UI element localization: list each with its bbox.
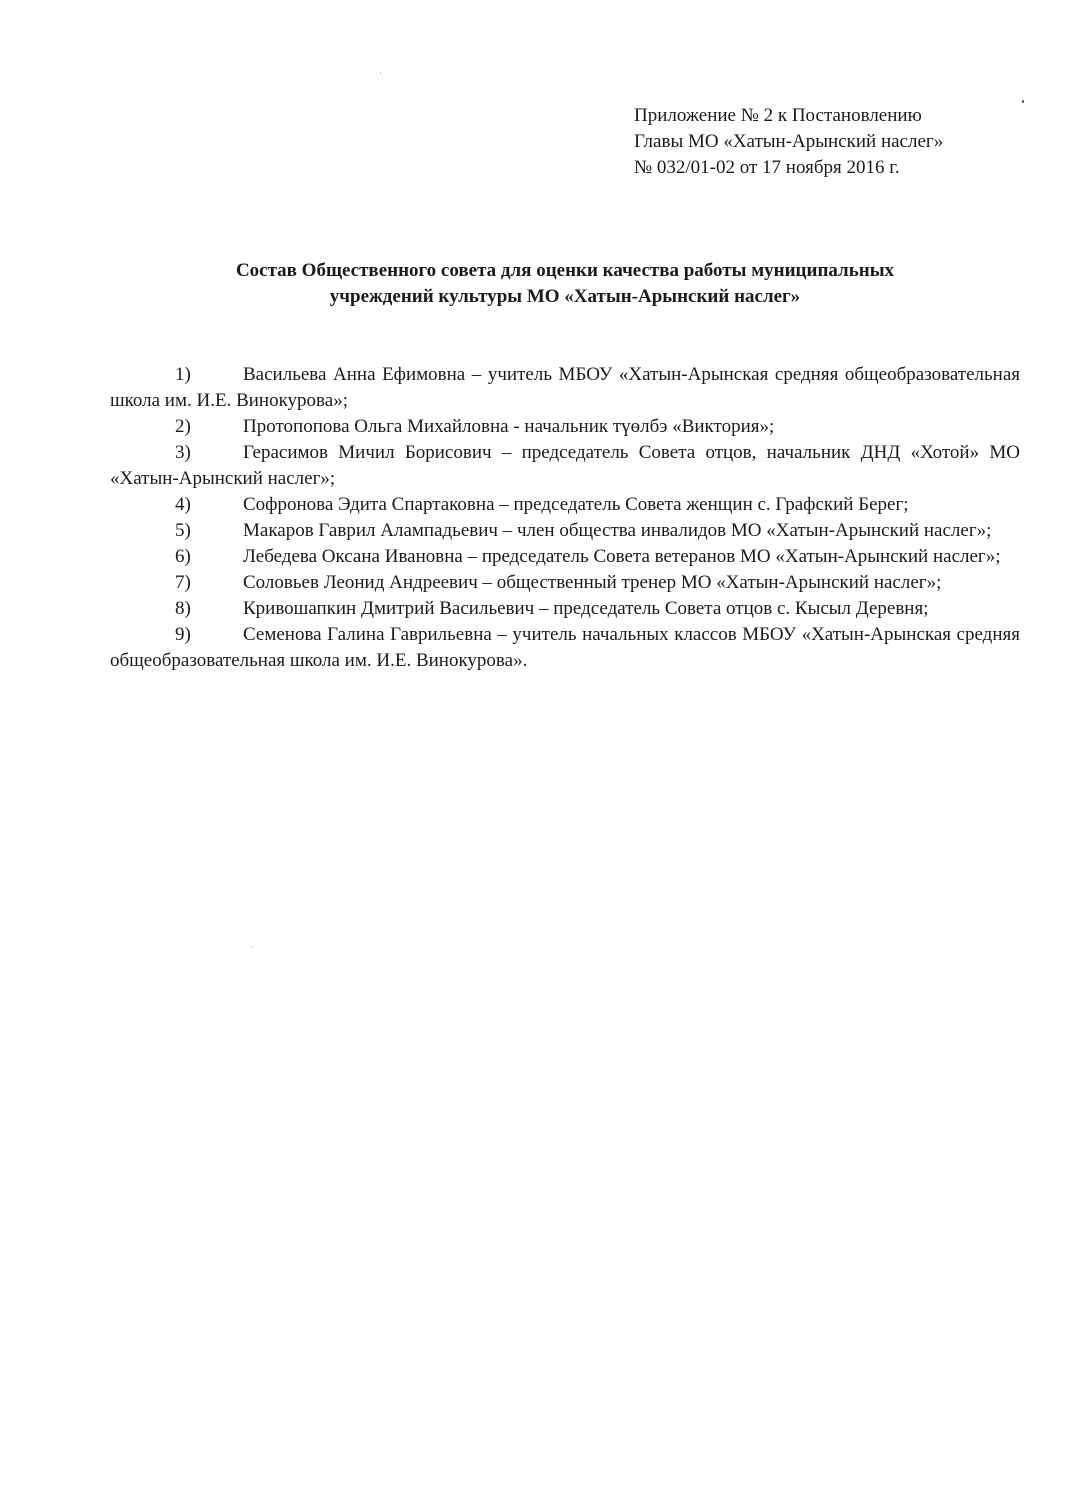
- list-item: [110, 570, 1020, 596]
- appendix-line-2: Главы МО «Хатын-Арынский наслег»: [634, 131, 944, 152]
- item-number: 4): [175, 494, 191, 515]
- document-title: [110, 258, 1020, 310]
- item-text: Семенова Галина Гаврильевна – учитель начальных классов МБОУ «Хатын-Арынская средняя общеобразовательная школа им. И.Е. Винокурова».: [110, 624, 1020, 671]
- item-number: 6): [175, 546, 191, 567]
- item-text: Протопопова Ольга Михайловна - начальник түөлбэ «Виктория»;: [243, 416, 775, 437]
- item-number: 7): [175, 572, 191, 593]
- item-number: 5): [175, 520, 191, 541]
- list-item: [110, 596, 1020, 622]
- list-item: [110, 362, 1020, 414]
- title-line-1: Состав Общественного совета для оценки качества работы муниципальных: [235, 260, 895, 281]
- scan-speck: [1022, 100, 1024, 103]
- item-text: Васильева Анна Ефимовна – учитель МБОУ «Хатын-Арынская средняя общеобразовательная школа им. И.Е. Винокурова»;: [110, 364, 1020, 411]
- item-number: 1): [175, 364, 191, 385]
- list-item: [110, 544, 1020, 570]
- item-text: Лебедева Оксана Ивановна – председатель Совета ветеранов МО «Хатын-Арынский наслег»;: [243, 546, 1001, 567]
- list-item: [110, 622, 1020, 674]
- item-text: Герасимов Мичил Борисович – председатель Совета отцов, начальник ДНД «Хотой» МО «Хатын-Арынский наслег»;: [110, 442, 1020, 489]
- item-number: 8): [175, 598, 191, 619]
- item-text: Софронова Эдита Спартаковна – председатель Совета женщин с. Графский Берег;: [243, 494, 909, 515]
- item-text: Соловьев Леонид Андреевич – общественный тренер МО «Хатын-Арынский наслег»;: [243, 572, 942, 593]
- appendix-reference: [634, 103, 1034, 181]
- member-list: [110, 362, 1020, 674]
- item-text: Макаров Гаврил Алампадьевич – член общества инвалидов МО «Хатын-Арынский наслег»;: [243, 520, 992, 541]
- list-item: [110, 440, 1020, 492]
- item-number: 3): [175, 442, 191, 463]
- item-number: 2): [175, 416, 191, 437]
- scan-speck: [252, 946, 253, 948]
- list-item: [110, 492, 1020, 518]
- list-item: [110, 414, 1020, 440]
- list-item: [110, 518, 1020, 544]
- title-line-2: учреждений культуры МО «Хатын-Арынский наслег»: [329, 286, 801, 307]
- scan-speck: [380, 72, 381, 74]
- item-text: Кривошапкин Дмитрий Васильевич – председатель Совета отцов с. Кысыл Деревня;: [243, 598, 929, 619]
- appendix-line-1: Приложение № 2 к Постановлению: [634, 105, 922, 126]
- appendix-line-3: № 032/01-02 от 17 ноября 2016 г.: [634, 157, 900, 178]
- item-number: 9): [175, 624, 191, 645]
